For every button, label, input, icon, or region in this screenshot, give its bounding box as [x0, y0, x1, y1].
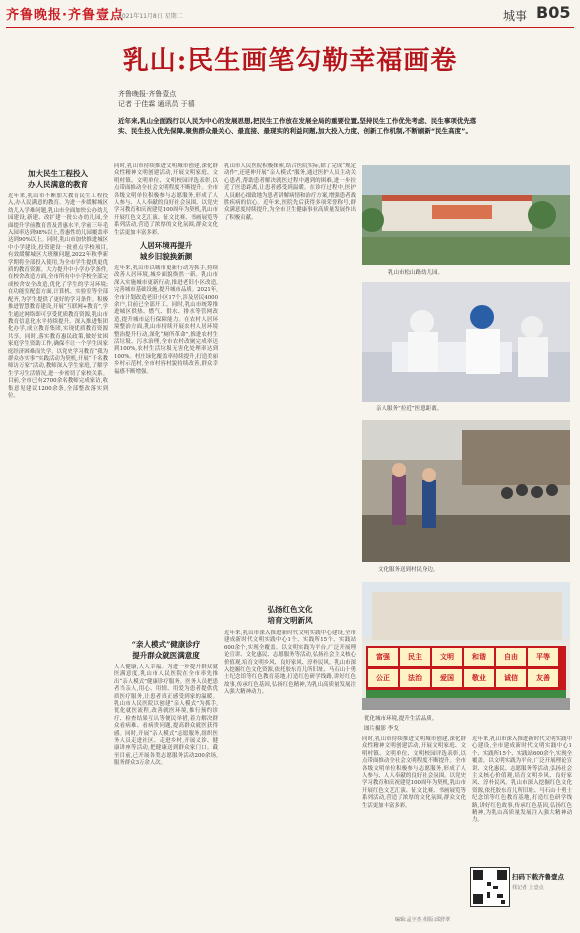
column-2-text: 近年来,乳山市以城市更新行动为抓手,持续改善人居环境,城乡面貌焕然一新。乳山市深入实施城市更新行动,推进老旧小区改造,完善城市基础设施,提升城市品质。2021年,全市计划改造老旧小区17个,涉及居民4000余户,目前已全部开工。同时,乳山市统筹推进城区供热、燃气、供水、排水等管网改造,提升城市运行保障能力。在农村人居环境整治方面,乳山市持续开展农村人居环境整治提升行动,深化“厕所革命”,推进农村生活垃圾、污水治理,全市农村改厕完成率达到100%,农村生活垃圾无害化处理率达到100%。村庄绿化覆盖率持续提升,打造美丽乡村示范村,全市村容村貌持续改善,群众幸福感不断增强。	[114, 265, 218, 375]
banner-word: 公正	[368, 669, 398, 687]
banner-word: 自由	[496, 648, 526, 666]
column-3-mid-text: 近年来,乳山市深入推进新时代文明实践中心建设,全市建成新时代文明实践中心1个、实践所15个、实践站600余个,实现全覆盖。以文明实践为平台,广泛开展理论宣讲、文化惠民、志愿服务等活动,弘扬社会主义核心价值观,培育文明乡风、良好家风、淳朴民风。乳山市深入挖掘红色文化资源,依托胶东育儿所旧址、马石山十勇士纪念馆等红色教育基地,打造红色研学线路,讲好红色故事,传承红色基因,弘扬红色精神,为乳山高质量发展注入强大精神动力。	[224, 630, 356, 696]
banner-word: 爱国	[432, 669, 462, 687]
lead-paragraph: 近年来,乳山全面践行以人民为中心的发展思想,把民生工作放在发展全局的重要位置,坚持民生工作优先考虑、民生事项优先落实、民生投入优先保障,聚焦群众最关心、最直接、最现实的利益问题,加大投入力度、创新工作机制,不断刷新“民生高度”。	[118, 117, 477, 135]
section-name: 城事	[503, 9, 528, 23]
qr-subtext: 找记者 上壹点	[512, 885, 544, 891]
byline-authors: 记者 于佳霖 通讯员 于禧	[118, 100, 195, 108]
banner-word: 友善	[528, 669, 558, 687]
byline-outlet: 齐鲁晚报·齐鲁壹点	[118, 90, 177, 98]
byline	[118, 89, 195, 109]
banner-word: 法治	[400, 669, 430, 687]
subhead-education: 加大民生工程投入 办人民满意的教育	[28, 169, 88, 189]
newspaper-logo: 齐鲁晚报·齐鲁壹点	[6, 8, 124, 23]
photo-village-caption: 文化服务送到村民身边。	[378, 567, 439, 573]
photo-street-caption: 优化城市环境,提升生活品质。	[364, 716, 438, 722]
photo-village	[362, 420, 570, 562]
editor-credits: 编辑:孟宇杰 组版:邱舒翠	[395, 917, 450, 923]
page-header	[0, 0, 580, 26]
photo-credit: 图片摄影 李戈	[364, 726, 399, 732]
column-4-text: 同时,乳山市持续推进文明城市创建,深化群众性精神文明创建活动,开展文明家庭、文明村镇、文明单位、文明校园评选表彰,以点带面推动全社会文明程度不断提升。全市各级文明单位积极参与志愿服务,形成了人人参与、人人奉献的良好社会氛围。以党史学习教育和庆祝建党100周年为契机,乳山市开展红色文艺汇演、征文比赛、书画展览等系列活动,营造了浓厚的文化氛围,群众文化生活更加丰富多彩。	[362, 736, 466, 809]
banner-word: 平等	[528, 648, 558, 666]
banner-word: 民主	[400, 648, 430, 666]
values-banner	[368, 648, 564, 688]
column-3-text: 乳山市人民医院积极探索,结合医院实际,除了完成“规定动作”,还延伸开展“亲人模式”服务,通过医护人员主动关心患者,帮助患者解决就医过程中遇到的困难,进一步拉近了医患距离,让患者感受到温暖。在诊疗过程中,医护人员耐心细致地为患者讲解病情和治疗方案,增强患者战胜疾病的信心。近年来,医院先后获得多项荣誉称号,群众满意度持续提升,为全市卫生健康事业高质量发展作出了积极贡献。	[224, 163, 356, 221]
banner-word: 诚信	[496, 669, 526, 687]
photo-kindergarten	[362, 165, 570, 265]
qr-download-text: 扫码下载齐鲁壹点	[512, 873, 564, 881]
photo-medical	[362, 282, 570, 402]
qr-code[interactable]	[470, 867, 510, 907]
photo-kindergarten-caption: 乳山市松山路幼儿园。	[388, 270, 444, 276]
headline: 乳山:民生画笔勾勒幸福画卷	[122, 46, 458, 76]
column-2-bottom-text: 人人健康,人人幸福。为进一步提升群众就医满意度,乳山市人民医院在全市率先推出“亲人模式”健康诊疗服务。医务人员把患者当亲人,用心、用情、用爱为患者提供优质医疗服务,让患者真正感受到家的温暖。乳山市人民医院以创建“亲人模式”为抓手,优化就医流程,改善就医环境,推行预约诊疗、检查结果互认等便民举措,着力解决群众看病难、看病贵问题,提高群众就医获得感。同时,开展“亲人模式”志愿服务,组织医务人员走进社区、走进乡村,开展义诊、健康讲座等活动,把健康送到群众家门口。截至目前,已开展各类志愿服务活动200余场,服务群众3万余人次。	[114, 664, 218, 767]
column-1-text: 近年来,乳山市不断加大教育民生工程投入,办人民满意的教育。为进一步缓解城区幼儿入学难问题,乳山市全面加快公办幼儿园建设,新建、改扩建一批公办幼儿园,全面提升学前教育普及普惠水平,学前三年毛入园率达到98%以上,普惠性幼儿园覆盖率达到90%以上。同时,乳山市加快推进城区中小学建设,投资建设一批重点学校项目,有效缓解城区大班额问题,2022年秋季新学期将全部投入使用,为全市学生提供更优质的教育资源。大力提升中小学办学条件,在校舍改造方面,全市所有中小学校全部完成校舍安全改造,优化了学生的学习环境;在功能室配套方面,计算机、实验室等全部配齐,为学生提供了更好的学习条件。积极推进智慧教育建设,开展“互联网+教育”,学生通过网络即可享受优质教育资源,乳山市教育信息化水平持续提升。深入推进集团化办学,成立教育集团,实现优质教育资源共享。同时,落实教育惠民政策,做好贫困家庭学生资助工作,确保不让一个学生因家庭经济困难而失学。以党史学习教育“我为群众办实事”实践活动为契机,开展“千名教师访万家”活动,教师深入学生家庭,了解学生学习生活情况,进一步密切了家校关系。目前,全市已有2700余名教师完成家访,收集意见建议1200余条,全部整改落实到位。	[8, 193, 108, 399]
banner-word: 和谐	[464, 648, 494, 666]
header-rule	[6, 27, 574, 28]
column-2-top-text: 同时,乳山市持续推进文明城市创建,深化群众性精神文明创建活动,开展文明家庭、文明村镇、文明单位、文明校园评选表彰,以点带面推动全社会文明程度不断提升。全市各级文明单位积极参与志愿服务,形成了人人参与、人人奉献的良好社会氛围。以党史学习教育和庆祝建党100周年为契机,乳山市开展红色文艺汇演、征文比赛、书画展览等系列活动,营造了浓厚的文化氛围,群众文化生活更加丰富多彩。	[114, 163, 218, 235]
page-number: B05	[536, 3, 571, 22]
issue-date: 2021年11月8日 星期二	[118, 13, 183, 20]
subhead-environment: 人居环境再提升 城乡旧貌换新颜	[139, 241, 193, 261]
subhead-culture: 弘扬红色文化 培育文明新风	[267, 605, 313, 625]
banner-word: 敬业	[464, 669, 494, 687]
banner-word: 富强	[368, 648, 398, 666]
column-5-text: 近年来,乳山市深入推进新时代文明实践中心建设,全市建成新时代文明实践中心1个、实践所15个、实践站600余个,实现全覆盖。以文明实践为平台,广泛开展理论宣讲、文化惠民、志愿服务等活动,弘扬社会主义核心价值观,培育文明乡风、良好家风、淳朴民风。乳山市深入挖掘红色文化资源,依托胶东育儿所旧址、马石山十勇士纪念馆等红色教育基地,打造红色研学线路,讲好红色故事,传承红色基因,弘扬红色精神,为乳山高质量发展注入强大精神动力。	[472, 736, 572, 824]
subhead-healthcare: “亲人模式”健康诊疗 提升群众就医满意度	[131, 640, 201, 660]
banner-word: 文明	[432, 648, 462, 666]
photo-street	[362, 582, 570, 710]
photo-medical-caption: 亲人服务“拉近”医患距离。	[376, 406, 443, 412]
